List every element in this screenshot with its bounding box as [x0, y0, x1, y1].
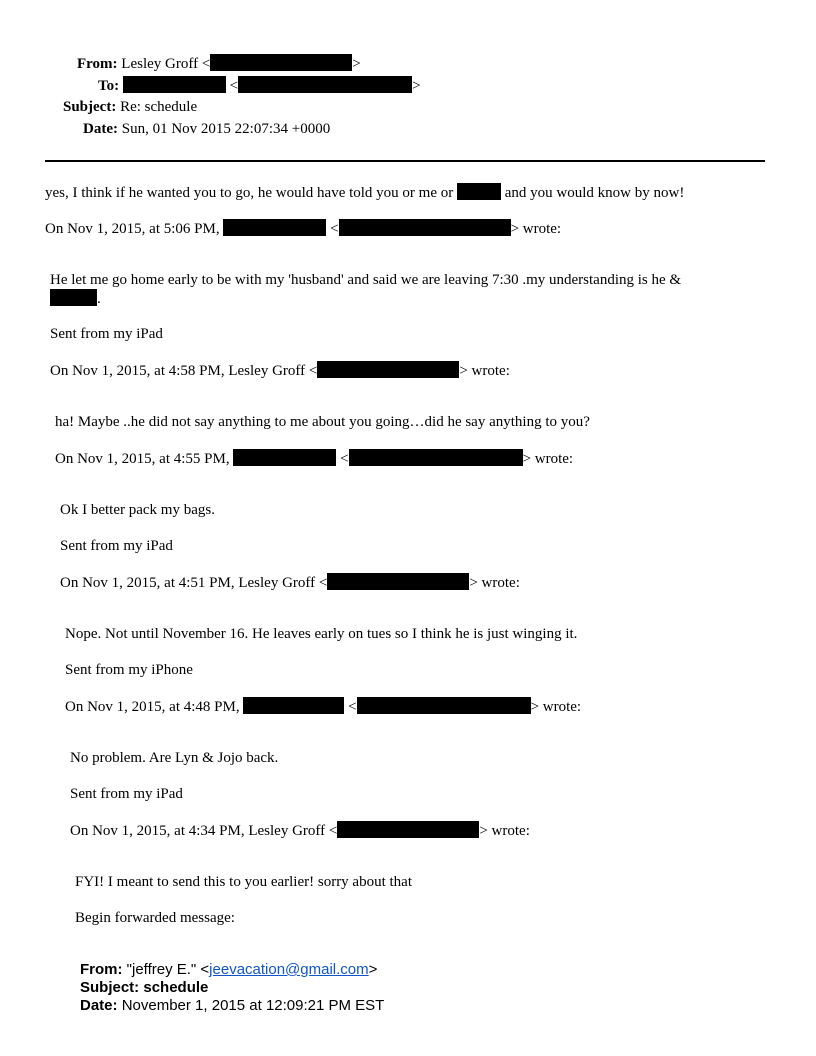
forward-marker — [75, 909, 235, 927]
signature-text: Sent from my iPad — [50, 326, 163, 342]
date-label: Date: — [83, 121, 118, 137]
redacted-block — [327, 573, 469, 590]
redacted-block — [233, 449, 336, 466]
quote-text: > wrote: — [479, 823, 530, 839]
header-from-row — [77, 54, 361, 73]
redacted-block — [238, 76, 412, 93]
from-name: Lesley Groff < — [121, 56, 211, 72]
fwd-subject-label: Subject: — [80, 979, 140, 996]
to-open: < — [229, 78, 239, 94]
message-text: ha! Maybe ..he did not say anything to me about you going…did he say anything to you? — [55, 414, 590, 430]
message-body — [55, 413, 590, 431]
message-text: yes, I think if he wanted you to go, he would have told you or me or — [45, 185, 454, 201]
quote-text: < — [340, 451, 349, 467]
message-text: and you would know by now! — [504, 185, 685, 201]
fwd-from-tail: > — [368, 961, 378, 978]
forwarded-subject-row — [80, 979, 208, 997]
quote-text: On Nov 1, 2015, at 5:06 PM, — [45, 221, 220, 237]
redacted-block — [123, 76, 226, 93]
quote-header — [45, 219, 561, 238]
quote-text: On Nov 1, 2015, at 4:58 PM, Lesley Groff < — [50, 363, 318, 379]
message-body-cont — [50, 289, 101, 308]
header-subject-row — [63, 98, 197, 116]
redacted-block — [210, 54, 352, 71]
message-text: No problem. Are Lyn & Jojo back. — [70, 750, 279, 766]
redacted-block — [457, 183, 501, 200]
quote-text: > wrote: — [530, 699, 582, 715]
message-body — [70, 749, 278, 767]
subject-label: Subject: — [63, 99, 117, 115]
fwd-date-value: November 1, 2015 at 12:09:21 PM EST — [121, 997, 385, 1014]
redacted-block — [357, 697, 531, 714]
quote-text: < — [348, 699, 357, 715]
from-label: From: — [77, 56, 118, 72]
forwarded-from-row — [80, 961, 377, 979]
quote-text: On Nov 1, 2015, at 4:51 PM, Lesley Groff < — [60, 575, 328, 591]
signature — [60, 537, 173, 555]
redacted-block — [337, 821, 479, 838]
quote-header — [65, 697, 581, 716]
redacted-block — [317, 361, 459, 378]
redacted-block — [243, 697, 344, 714]
quote-text: > wrote: — [522, 451, 574, 467]
message-text: Ok I better pack my bags. — [60, 502, 215, 518]
signature-text: Sent from my iPad — [60, 538, 173, 554]
fwd-from-name: "jeffrey E." < — [126, 961, 210, 978]
message-text: FYI! I meant to send this to you earlier! sorry about that — [75, 874, 413, 890]
message-text: . — [97, 291, 101, 307]
header-date-row — [83, 120, 330, 138]
signature — [65, 661, 193, 679]
redacted-block — [349, 449, 523, 466]
fwd-from-label: From: — [80, 961, 123, 978]
quote-text: > wrote: — [459, 363, 510, 379]
quote-text: > wrote: — [510, 221, 562, 237]
message-body — [65, 625, 577, 643]
signature-text: Sent from my iPad — [70, 786, 183, 802]
fwd-subject-value: schedule — [143, 979, 209, 996]
to-label: To: — [98, 78, 120, 94]
to-tail: > — [412, 78, 421, 94]
message-text: He let me go home early to be with my 'husband' and said we are leaving 7:30 .my understanding is he & — [50, 272, 682, 288]
quote-text: On Nov 1, 2015, at 4:48 PM, — [65, 699, 240, 715]
quote-header — [70, 821, 530, 840]
header-divider — [45, 160, 765, 162]
quote-text: On Nov 1, 2015, at 4:34 PM, Lesley Groff < — [70, 823, 338, 839]
quote-text: > wrote: — [469, 575, 520, 591]
signature — [50, 325, 163, 343]
fwd-from-email-link[interactable]: jeevacation@gmail.com — [209, 961, 369, 978]
message-body — [50, 271, 681, 289]
signature-text: Sent from my iPhone — [65, 662, 193, 678]
quote-text: < — [330, 221, 339, 237]
message-body — [45, 183, 684, 202]
forwarded-date-row — [80, 997, 384, 1015]
subject-value: Re: schedule — [120, 99, 198, 115]
quote-text: On Nov 1, 2015, at 4:55 PM, — [55, 451, 230, 467]
redacted-block — [50, 289, 97, 306]
message-body — [75, 873, 412, 891]
redacted-block — [223, 219, 326, 236]
forward-text: Begin forwarded message: — [75, 910, 235, 926]
message-body — [60, 501, 215, 519]
redacted-block — [339, 219, 511, 236]
header-to-row — [98, 76, 421, 95]
fwd-date-label: Date: — [80, 997, 118, 1014]
quote-header — [55, 449, 573, 468]
message-text: Nope. Not until November 16. He leaves early on tues so I think he is just winging it. — [65, 626, 578, 642]
from-tail: > — [352, 56, 361, 72]
signature — [70, 785, 183, 803]
date-value: Sun, 01 Nov 2015 22:07:34 +0000 — [121, 121, 331, 137]
quote-header — [60, 573, 520, 592]
quote-header — [50, 361, 510, 380]
